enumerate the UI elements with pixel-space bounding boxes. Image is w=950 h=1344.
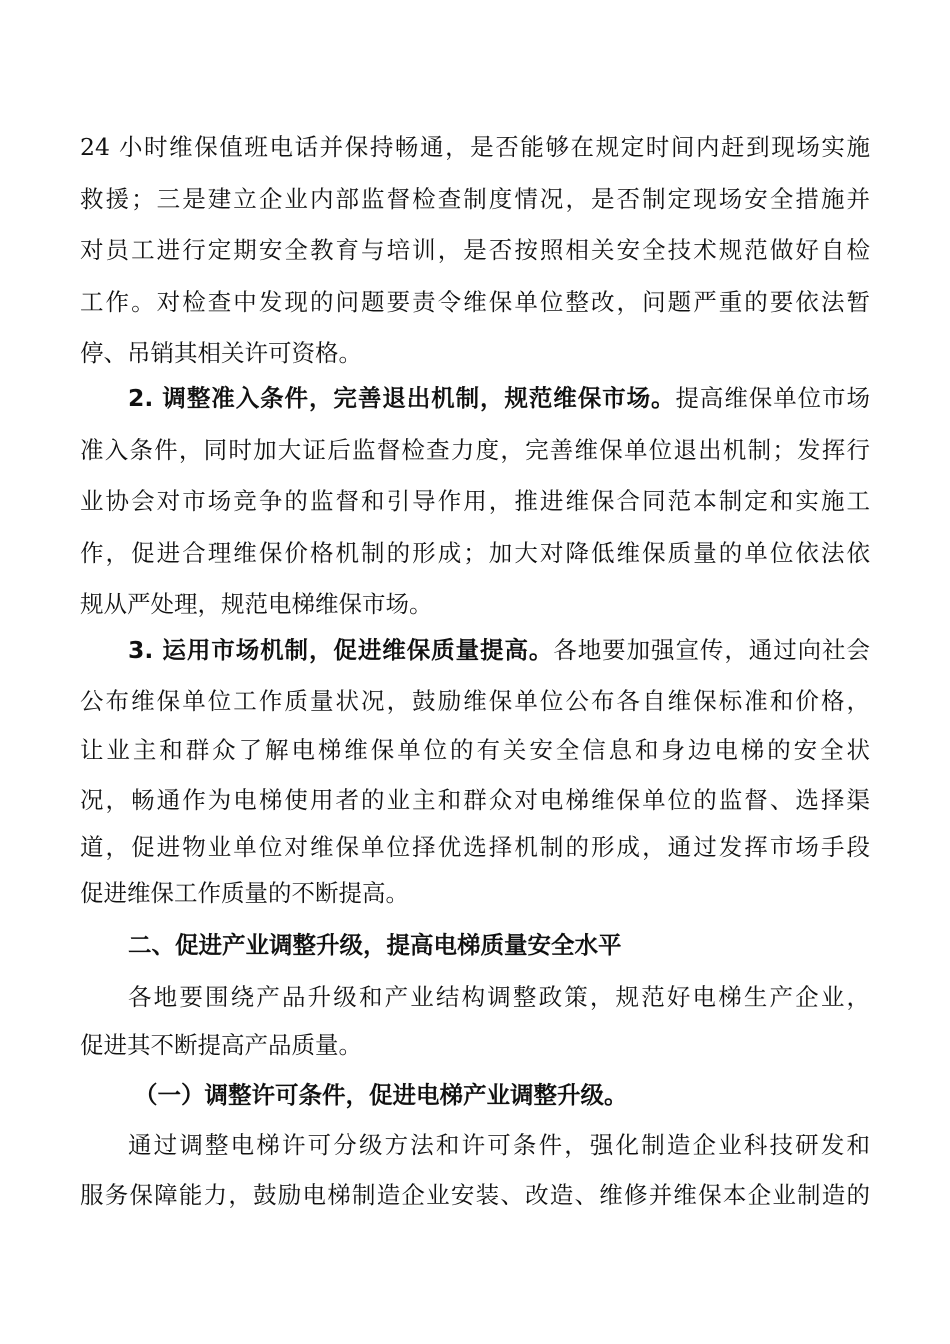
text-line: 业协会对市场竞争的监督和引导作用，推进维保合同范本制定和实施工 xyxy=(80,487,870,515)
text-line: 作，促进合理维保价格机制的形成；加大对降低维保质量的单位依法依 xyxy=(80,539,870,567)
paragraph-first-line xyxy=(128,633,870,667)
item-heading: 2. 调整准入条件，完善退出机制，规范维保市场。 xyxy=(128,384,676,412)
text-line: 准入条件，同时加大证后监督检查力度，完善维保单位退出机制；发挥行 xyxy=(80,436,870,464)
item-heading: 3. 运用市场机制，促进维保质量提高。 xyxy=(128,636,554,664)
text-line: 公布维保单位工作质量状况，鼓励维保单位公布各自维保标准和价格， xyxy=(80,687,870,715)
subsection-heading: （一）调整许可条件，促进电梯产业调整升级。 xyxy=(134,1081,628,1109)
text-line: 促进维保工作质量的不断提高。 xyxy=(80,879,409,907)
text-line: 工作。对检查中发现的问题要责令维保单位整改，问题严重的要依法暂 xyxy=(80,288,870,316)
text-line: 通过调整电梯许可分级方法和许可条件，强化制造企业科技研发和 xyxy=(128,1131,870,1159)
text-line: 况，畅通作为电梯使用者的业主和群众对电梯维保单位的监督、选择渠 xyxy=(80,786,870,814)
text-run: 各地要加强宣传，通过向社会 xyxy=(553,636,870,664)
paragraph-first-line xyxy=(128,381,870,415)
text-line: 促进其不断提高产品质量。 xyxy=(80,1031,362,1059)
text-line: 对员工进行定期安全教育与培训，是否按照相关安全技术规范做好自检 xyxy=(80,236,870,264)
text-line: 各地要围绕产品升级和产业结构调整政策，规范好电梯生产企业， xyxy=(128,983,870,1011)
text-line: 道，促进物业单位对维保单位择优选择机制的形成，通过发挥市场手段 xyxy=(80,833,870,861)
section-heading: 二、促进产业调整升级，提高电梯质量安全水平 xyxy=(128,931,622,959)
text-line: 规从严处理，规范电梯维保市场。 xyxy=(80,590,433,618)
text-run: 提高维保单位市场 xyxy=(675,384,870,412)
text-line: 停、吊销其相关许可资格。 xyxy=(80,339,362,367)
text-line: 救援；三是建立企业内部监督检查制度情况，是否制定现场安全措施并 xyxy=(80,185,870,213)
text-line: 服务保障能力，鼓励电梯制造企业安装、改造、维修并维保本企业制造的 xyxy=(80,1181,870,1209)
text-line: 让业主和群众了解电梯维保单位的有关安全信息和身边电梯的安全状 xyxy=(80,736,870,764)
text-line: 24 小时维保值班电话并保持畅通，是否能够在规定时间内赶到现场实施 xyxy=(80,133,870,161)
